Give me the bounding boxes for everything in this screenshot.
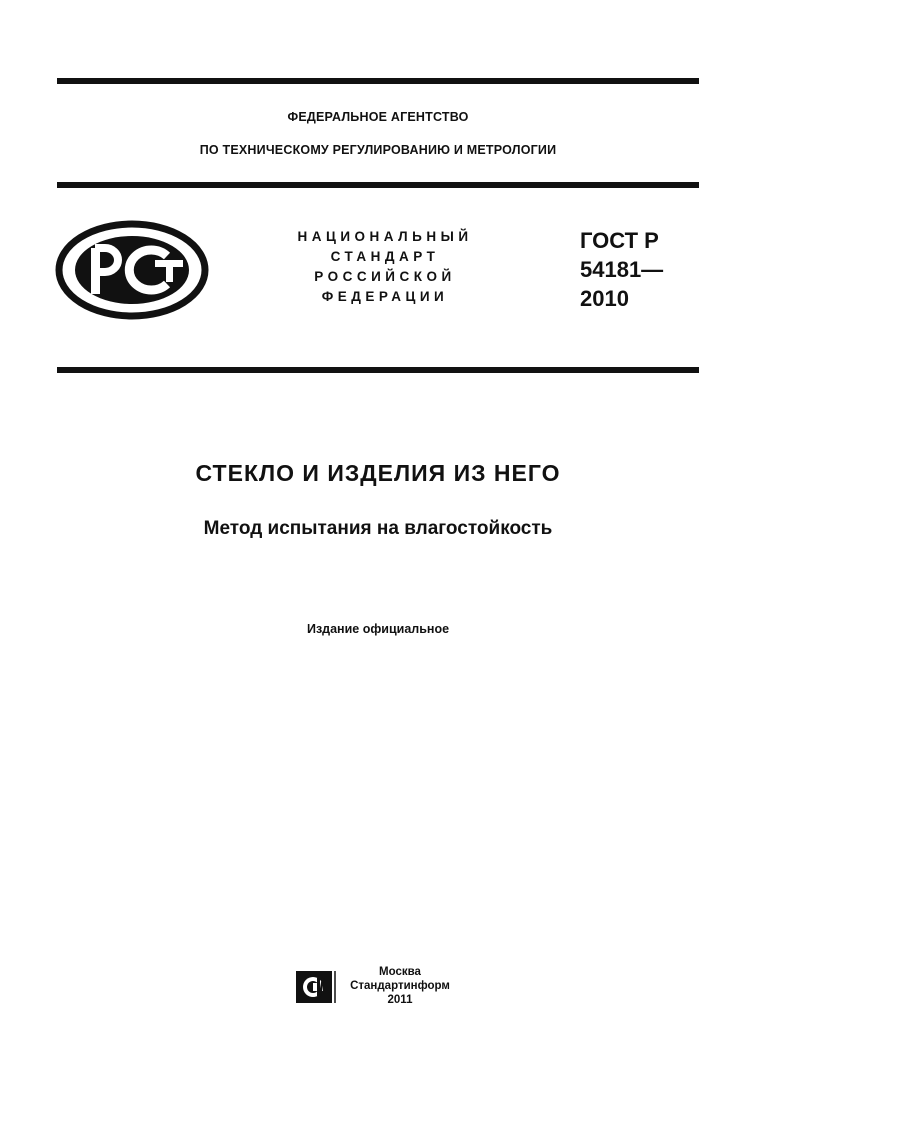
- standartinform-logo-icon: [294, 968, 340, 1006]
- header-bottom-rule: [57, 367, 699, 373]
- standard-type-line-1: НАЦИОНАЛЬНЫЙ: [297, 229, 473, 244]
- agency-bottom-rule: [57, 182, 699, 188]
- standard-designation: [580, 226, 663, 313]
- standard-type-line-2: СТАНДАРТ: [330, 249, 440, 264]
- designation-line-1: ГОСТ Р: [580, 228, 659, 253]
- publisher-name: Стандартинформ: [350, 980, 450, 992]
- document-subtitle: Метод испытания на влагостойкость: [203, 518, 553, 539]
- document-title: СТЕКЛО И ИЗДЕЛИЯ ИЗ НЕГО: [195, 460, 561, 486]
- standard-type: [250, 227, 520, 307]
- publisher-info: [345, 965, 455, 1007]
- edition-note: Издание официальное: [306, 622, 450, 636]
- designation-line-3: 2010: [580, 286, 629, 311]
- rst-certification-logo-icon: [55, 220, 209, 320]
- agency-line-2: ПО ТЕХНИЧЕСКОМУ РЕГУЛИРОВАНИЮ И МЕТРОЛОГИИ: [199, 143, 557, 157]
- standard-type-line-3: РОССИЙСКОЙ: [314, 269, 456, 284]
- designation-line-2: 54181—: [580, 257, 664, 282]
- agency-line-1: ФЕДЕРАЛЬНОЕ АГЕНТСТВО: [287, 110, 469, 124]
- top-rule: [57, 78, 699, 84]
- publisher-city: Москва: [379, 966, 421, 978]
- publisher-year: 2011: [387, 994, 413, 1006]
- standard-type-line-4: ФЕДЕРАЦИИ: [321, 289, 449, 304]
